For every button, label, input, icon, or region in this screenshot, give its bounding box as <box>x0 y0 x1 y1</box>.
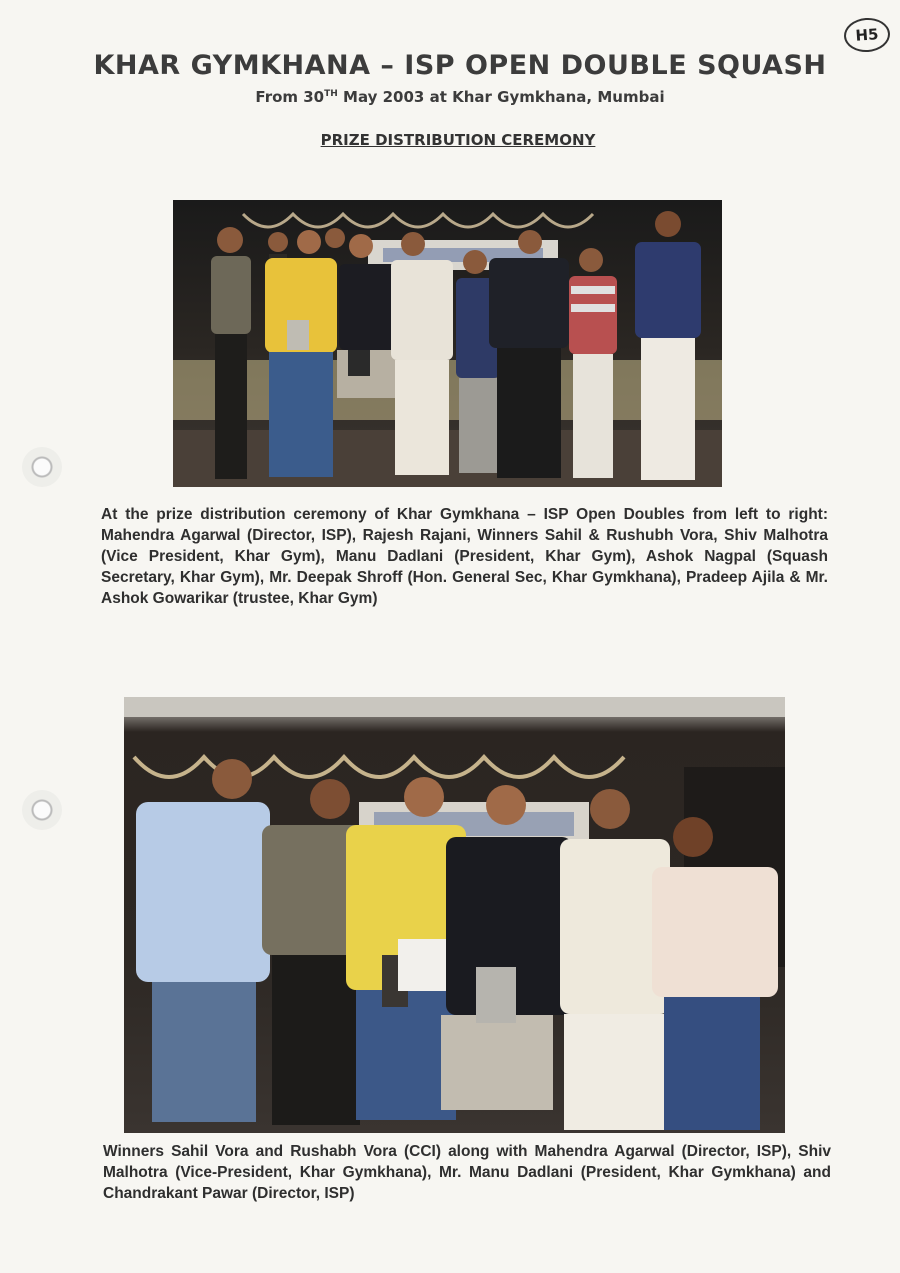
winners-photo <box>124 697 785 1133</box>
winners-photo-illustration <box>124 697 785 1133</box>
page-number: H5 <box>843 16 891 53</box>
binder-hole-top <box>22 447 62 487</box>
subtitle-date-location: May 2003 at Khar Gymkhana, Mumbai <box>337 88 665 106</box>
document-title: KHAR GYMKHANA – ISP OPEN DOUBLE SQUASH <box>93 50 827 81</box>
document-subtitle <box>0 88 900 106</box>
group-photo <box>173 200 722 487</box>
subtitle-date-suffix: TH <box>324 89 338 99</box>
binder-hole-bottom <box>22 790 62 830</box>
section-heading: PRIZE DISTRIBUTION CEREMONY <box>320 131 596 149</box>
group-photo-caption: At the prize distribution ceremony of Khar Gymkhana – ISP Open Doubles from left to right: Mahendra Agarwal (Director, ISP), Rajesh Rajani, Winners Sahil & Rushubh Vora, Shiv Malhotra (Vice President, Khar Gym), Manu Dadlani (President, Khar Gym), Ashok Nagpal (Squash Secretary, Khar Gym), Mr. Deepak Shroff (Hon. General Sec, Khar Gymkhana), Pradeep Ajila & Mr. Ashok Gowarikar (trustee, Khar Gym) <box>101 506 828 607</box>
group-photo-illustration <box>173 200 722 487</box>
subtitle-date-prefix: From 30 <box>255 88 325 106</box>
winners-photo-caption: Winners Sahil Vora and Rushabh Vora (CCI) along with Mahendra Agarwal (Director, ISP), Shiv Malhotra (Vice-President, Khar Gymkhana), Mr. Manu Dadlani (President, Khar Gymkhana) and Chandrakant Pawar (Director, ISP) <box>103 1143 831 1202</box>
